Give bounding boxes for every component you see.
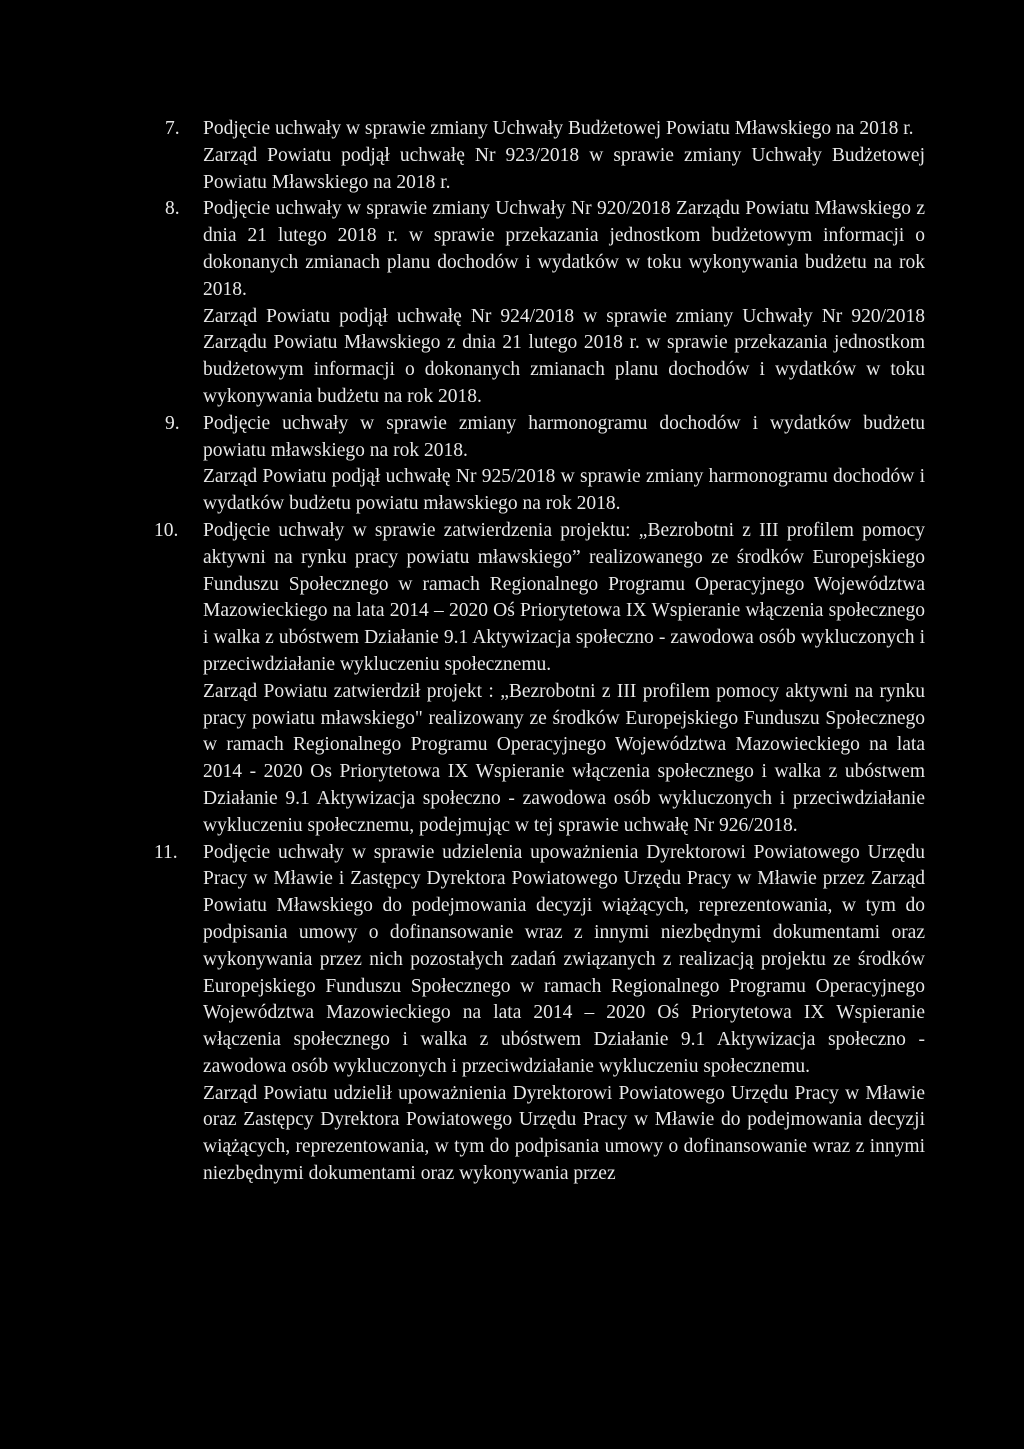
item-resolution: Zarząd Powiatu podjął uchwałę Nr 923/2018 w sprawie zmiany Uchwały Budżetowej Powiatu Mławskiego na 2018 r. xyxy=(203,144,925,193)
item-heading: Podjęcie uchwały w sprawie zmiany Uchwały Nr 920/2018 Zarządu Powiatu Mławskiego z dnia 21 lutego 2018 r. w sprawie przekazania jednostkom budżetowym informacji o dokonanych zmianach planu dochodów i wydatków w toku wykonywania budżetu na rok 2018. xyxy=(203,198,925,300)
item-number: 9. xyxy=(165,412,180,434)
item-resolution: Zarząd Powiatu udzielił upoważnienia Dyrektorowi Powiatowego Urzędu Pracy w Mławie oraz Zastępcy Dyrektora Powiatowego Urzędu Pracy w Mławie do podejmowania decyzji wiążących, reprezentowania, w tym do podpisania umowy o dofinansowanie wraz z innymi niezbędnymi dokumentami oraz wykonywania przez xyxy=(203,1082,925,1185)
item-number: 11. xyxy=(154,841,178,863)
item-heading: Podjęcie uchwały w sprawie zatwierdzenia projektu: „Bezrobotni z III profilem pomocy aktywni na rynku pracy powiatu mławskiego” realizowanego ze środków Europejskiego Funduszu Społecznego w ramach Regionalnego Programu Operacyjnego Województwa Mazowieckiego na lata 2014 – 2020 Oś Priorytetowa IX Wspieranie włączenia społecznego i walka z ubóstwem Działanie 9.1 Aktywizacja społeczno - zawodowa osób wykluczonych i przeciwdziałanie wykluczeniu społecznemu. xyxy=(203,519,925,675)
agenda-item-10 xyxy=(154,518,925,840)
item-number: 8. xyxy=(165,198,180,220)
agenda-item-9 xyxy=(165,411,925,518)
agenda-item-8 xyxy=(165,196,925,410)
item-heading: Podjęcie uchwały w sprawie udzielenia upoważnienia Dyrektorowi Powiatowego Urzędu Pracy w Mławie i Zastępcy Dyrektora Powiatowego Urzędu Pracy w Mławie przez Zarząd Powiatu Mławskiego do podejmowania decyzji wiążących, reprezentowania, w tym do podpisania umowy o dofinansowanie wraz z innymi niezbędnymi dokumentami oraz wykonywania przez nich pozostałych zadań związanych z realizacją projektu ze środków Europejskiego Funduszu Społecznego w ramach Regionalnego Programu Operacyjnego Województwa Mazowieckiego na lata 2014 – 2020 Oś Priorytetowa IX Wspieranie włączenia społecznego i walka z ubóstwem Działanie 9.1 Aktywizacja społeczno - zawodowa osób wykluczonych i przeciwdziałanie wykluczeniu społecznemu. xyxy=(203,841,925,1077)
agenda-item-11 xyxy=(154,840,925,1188)
item-number: 7. xyxy=(165,118,180,139)
agenda-item-7 xyxy=(165,116,925,196)
item-number: 10. xyxy=(154,519,179,541)
item-resolution: Zarząd Powiatu podjął uchwałę Nr 924/2018 w sprawie zmiany Uchwały Nr 920/2018 Zarządu Powiatu Mławskiego z dnia 21 lutego 2018 r. w sprawie przekazania jednostkom budżetowym informacji o dokonanych zmianach planu dochodów i wydatków w toku wykonywania budżetu na rok 2018. xyxy=(203,305,925,407)
item-resolution: Zarząd Powiatu zatwierdził projekt : „Bezrobotni z III profilem pomocy aktywni na rynku pracy powiatu mławskiego" realizowany ze środków Europejskiego Funduszu Społecznego w ramach Regionalnego Programu Operacyjnego Województwa Mazowieckiego na lata 2014 - 2020 Os Priorytetowa IX Wspieranie włączenia społecznego i walka z ubóstwem Działanie 9.1 Aktywizacja społeczno - zawodowa osób wykluczonych i przeciwdziałanie wykluczeniu społecznemu, podejmując w tej sprawie uchwałę Nr 926/2018. xyxy=(203,680,925,836)
item-resolution: Zarząd Powiatu podjął uchwałę Nr 925/2018 w sprawie zmiany harmonogramu dochodów i wydatków budżetu powiatu mławskiego na rok 2018. xyxy=(203,466,925,515)
item-heading: Podjęcie uchwały w sprawie zmiany Uchwały Budżetowej Powiatu Mławskiego na 2018 r. xyxy=(203,118,914,139)
document-body xyxy=(154,116,925,1188)
item-heading: Podjęcie uchwały w sprawie zmiany harmonogramu dochodów i wydatków budżetu powiatu mławskiego na rok 2018. xyxy=(203,412,925,461)
